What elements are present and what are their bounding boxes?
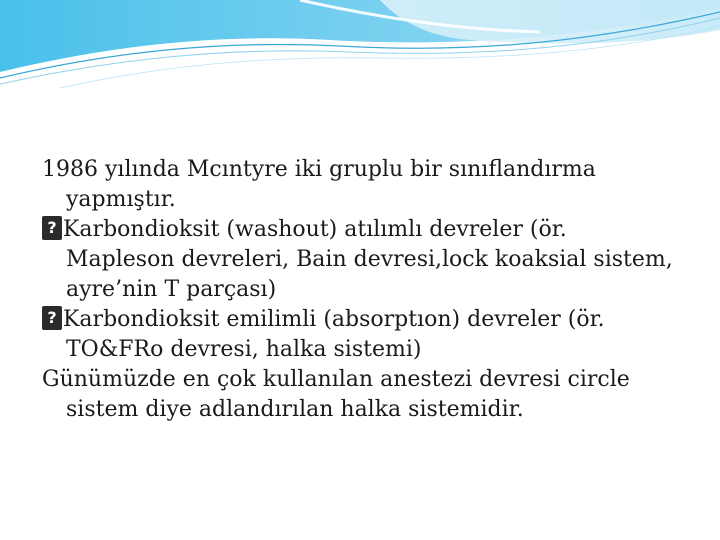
paragraph-intro-text: 1986 yılında Mcıntyre iki gruplu bir sınıflandırma yapmıştır.: [42, 157, 596, 212]
paragraph-absorption-circuits: [42, 305, 682, 365]
replacement-character-icon: [42, 306, 62, 330]
paragraph-washout-circuits: [42, 215, 682, 305]
paragraph-washout-text: Karbondioksit (washout) atılımlı devreler (ör. Mapleson devreleri, Bain devresi,lock koaksial sistem, ayre’nin T parçası): [63, 217, 673, 302]
slide-body: [42, 155, 682, 425]
paragraph-absorption-text: Karbondioksit emilimli (absorptıon) devreler (ör. TO&FRo devresi, halka sistemi): [63, 307, 605, 362]
header-wave-decoration: [0, 0, 720, 90]
replacement-character-icon: [42, 216, 62, 240]
paragraph-intro: [42, 155, 682, 215]
paragraph-conclusion: [42, 365, 682, 425]
paragraph-conclusion-text: Günümüzde en çok kullanılan anestezi devresi circle sistem diye adlandırılan halka sistemidir.: [42, 367, 630, 422]
